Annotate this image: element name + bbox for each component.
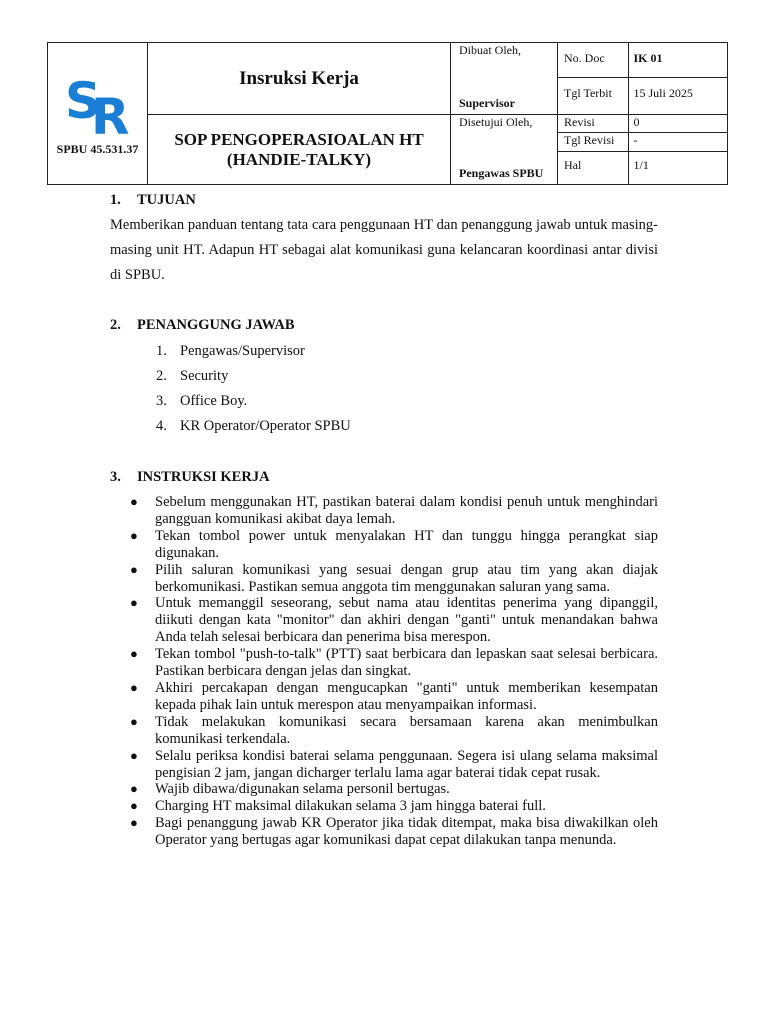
list-item bbox=[130, 748, 658, 782]
meta-value-hal: 1/1 bbox=[633, 157, 649, 172]
meta-value-revisi: 0 bbox=[628, 115, 727, 132]
section-heading-penanggung-jawab bbox=[110, 317, 295, 334]
item-text: Security bbox=[180, 368, 229, 384]
item-text: KR Operator/Operator SPBU bbox=[180, 418, 351, 434]
item-text: Tekan tombol "push-to-talk" (PTT) saat berbicara dan lepaskan saat selesai berbicara. Pastikan berbicara dengan jelas dan singkat. bbox=[155, 646, 658, 680]
bullet-dot: ● bbox=[130, 494, 138, 509]
title-line-2: (HANDIE-TALKY) bbox=[226, 149, 372, 169]
approved-by-cell bbox=[451, 115, 558, 185]
item-text: Pengawas/Supervisor bbox=[180, 343, 305, 359]
document-header-table bbox=[47, 42, 728, 185]
bullet-dot: ● bbox=[130, 713, 138, 729]
bullet-dot: ● bbox=[130, 527, 138, 543]
list-item bbox=[130, 798, 658, 815]
doc-type-cell bbox=[148, 43, 451, 115]
svg-text:S: S bbox=[64, 72, 101, 130]
item-number: 2. bbox=[156, 368, 167, 384]
meta-bottom-cell bbox=[558, 115, 728, 185]
meta-key-hal: Hal bbox=[558, 151, 628, 184]
meta-key-no-doc: No. Doc bbox=[558, 43, 628, 77]
item-number: 4. bbox=[156, 418, 167, 434]
bullet-dot: ● bbox=[130, 646, 138, 662]
title-cell bbox=[148, 115, 451, 185]
made-by-cell bbox=[451, 43, 558, 115]
bullet-dot: ● bbox=[130, 781, 138, 797]
list-item bbox=[130, 646, 658, 680]
penanggung-jawab-list bbox=[156, 339, 351, 439]
list-item bbox=[130, 595, 658, 646]
org-code: SPBU 45.531.37 bbox=[56, 142, 139, 156]
approved-by-role: Pengawas SPBU bbox=[459, 166, 544, 180]
bullet-dot: ● bbox=[130, 679, 138, 695]
list-item bbox=[156, 389, 351, 414]
logo-cell bbox=[48, 43, 148, 185]
instruksi-list bbox=[130, 494, 658, 849]
list-item bbox=[156, 364, 351, 389]
section-title: INSTRUKSI KERJA bbox=[137, 469, 270, 485]
item-text: Tekan tombol power untuk menyalakan HT dan tunggu hingga perangkat siap digunakan. bbox=[155, 527, 658, 561]
bullet-dot: ● bbox=[130, 798, 138, 814]
svg-text:R: R bbox=[90, 88, 130, 136]
meta-key-tgl-terbit: Tgl Terbit bbox=[558, 77, 628, 114]
item-number: 3. bbox=[156, 393, 167, 409]
meta-value-tgl-revisi: - bbox=[628, 132, 727, 151]
approved-by-label: Disetujui Oleh, bbox=[459, 115, 533, 129]
item-text: Untuk memanggil seseorang, sebut nama atau identitas penerima yang dipanggil, diikuti dengan kata "monitor" dan akhiri dengan "ganti" untuk menandakan bahwa Anda telah selesai berbicara dan penerima bisa merespon. bbox=[155, 595, 658, 646]
sr-logo-icon bbox=[63, 72, 133, 136]
meta-key-tgl-revisi: Tgl Revisi bbox=[558, 132, 628, 151]
item-text: Office Boy. bbox=[180, 393, 248, 409]
list-item bbox=[130, 680, 658, 714]
item-text: Sebelum menggunakan HT, pastikan baterai dalam kondisi penuh untuk menghindari gangguan komunikasi akibat daya lemah. bbox=[155, 494, 658, 527]
section-number: 2. bbox=[110, 317, 121, 333]
section-title: TUJUAN bbox=[137, 192, 196, 208]
list-item bbox=[130, 528, 658, 562]
list-item bbox=[156, 339, 351, 364]
item-text: Akhiri percakapan dengan mengucapkan "ganti" untuk memberikan kesempatan kepada pihak lain untuk merespon atau menyampaikan informasi. bbox=[155, 679, 658, 713]
list-item bbox=[130, 714, 658, 748]
item-text: Charging HT maksimal dilakukan selama 3 jam hingga baterai full. bbox=[155, 798, 546, 815]
meta-value-tgl-terbit: 15 Juli 2025 bbox=[633, 85, 693, 100]
section-number: 1. bbox=[110, 192, 121, 208]
made-by-label: Dibuat Oleh, bbox=[459, 43, 521, 57]
bullet-dot: ● bbox=[130, 595, 138, 611]
bullet-dot: ● bbox=[130, 561, 138, 577]
section-title: PENANGGUNG JAWAB bbox=[137, 317, 295, 333]
title-line-1: SOP PENGOPERASIOALAN HT bbox=[174, 129, 424, 149]
list-item bbox=[130, 562, 658, 596]
item-text: Pilih saluran komunikasi yang sesuai dengan grup atau tim yang akan diajak berkomunikasi. Pastikan semua anggota tim menggunakan saluran yang sama. bbox=[155, 561, 658, 595]
meta-key-revisi: Revisi bbox=[558, 115, 628, 132]
list-item bbox=[156, 414, 351, 439]
item-text: Selalu periksa kondisi baterai selama penggunaan. Segera isi ulang selama maksimal pengisian 2 jam, jangan dicharger terlalu lama agar baterai tidak cepat rusak. bbox=[155, 747, 658, 781]
bullet-dot: ● bbox=[130, 815, 138, 831]
list-item bbox=[130, 781, 658, 798]
item-text: Wajib dibawa/digunakan selama personil bertugas. bbox=[155, 781, 450, 798]
meta-top-cell bbox=[558, 43, 728, 115]
item-text: Bagi penanggung jawab KR Operator jika tidak ditempat, maka bisa diwakilkan oleh Operator yang bertugas agar komunikasi dapat cepat dilakukan tanpa menunda. bbox=[155, 815, 658, 849]
section-heading-instruksi bbox=[110, 469, 270, 486]
list-item bbox=[130, 815, 658, 849]
tujuan-paragraph: Memberikan panduan tentang tata cara penggunaan HT dan penanggung jawab untuk masing-masing unit HT. Adapun HT sebagai alat komunikasi guna kelancaran koordinasi antar divisi di SPBU. bbox=[110, 217, 658, 283]
list-item bbox=[130, 494, 658, 528]
bullet-dot: ● bbox=[130, 747, 138, 763]
item-text: Tidak melakukan komunikasi secara bersamaan karena akan menimbulkan komunikasi terkendala. bbox=[155, 713, 658, 747]
section-heading-tujuan bbox=[110, 192, 196, 209]
item-number: 1. bbox=[156, 343, 167, 359]
made-by-role: Supervisor bbox=[459, 96, 516, 110]
section-number: 3. bbox=[110, 469, 121, 485]
meta-value-no-doc: IK 01 bbox=[628, 43, 727, 77]
doc-type: Insruksi Kerja bbox=[239, 67, 359, 89]
